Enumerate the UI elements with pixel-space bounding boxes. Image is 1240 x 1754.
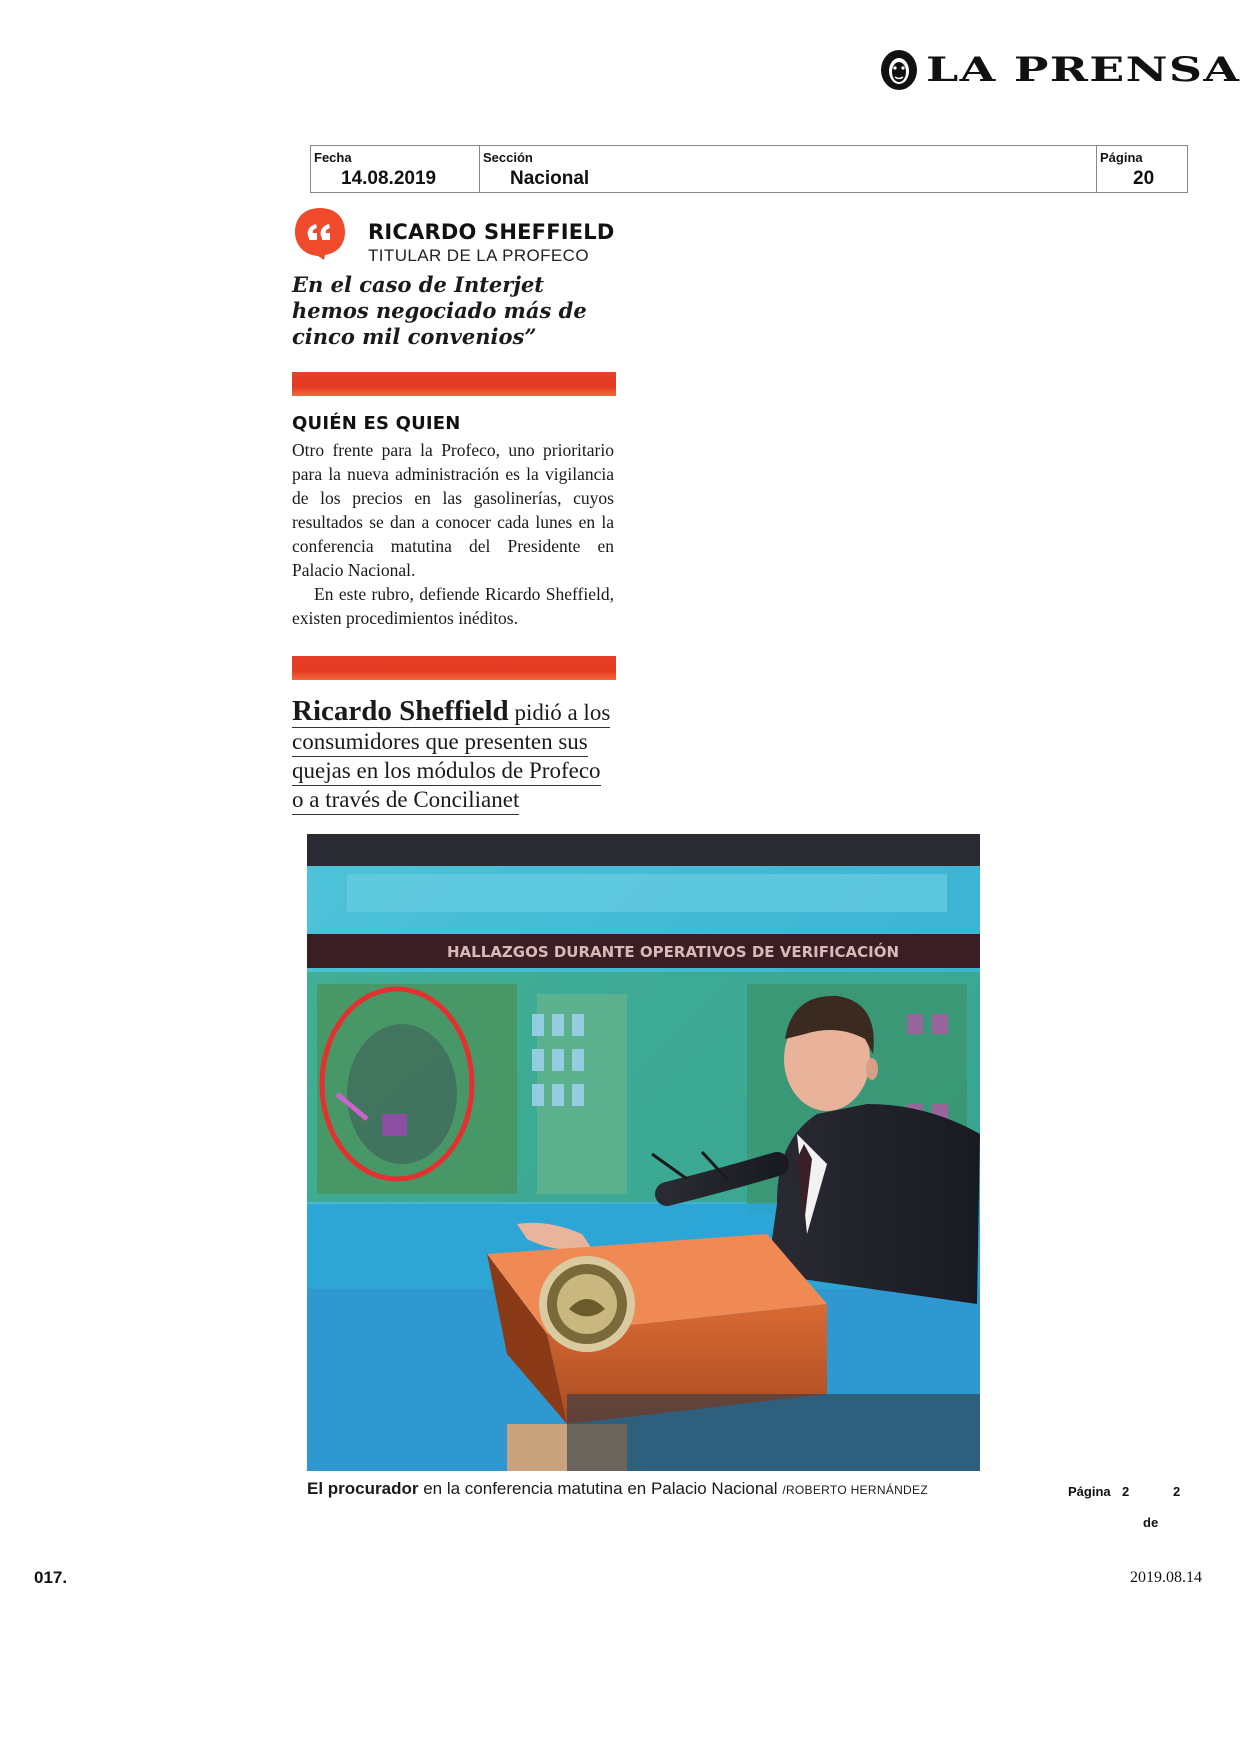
photo-caption xyxy=(307,1479,928,1499)
pull-quote-line-1 xyxy=(292,697,610,728)
masthead xyxy=(880,46,1240,94)
body-paragraph-1: Otro frente para la Profeco, uno prioritario para la nueva administración es la vigilancia de los precios en las gasolinerías, cuyos resultados se dan a conocer cada lunes en la conferencia matutina del Presidente en Palacio Nacional. xyxy=(292,440,614,580)
seccion-cell xyxy=(480,146,1097,192)
pull-quote-line-1-rest: pidió a los xyxy=(508,700,611,725)
body-paragraph-2: En este rubro, defiende Ricardo Sheffield, existen procedimientos inéditos. xyxy=(292,584,614,628)
caption-text: en la conferencia matutina en Palacio Nacional xyxy=(418,1479,783,1498)
caption-credit: /ROBERTO HERNÁNDEZ xyxy=(782,1483,928,1497)
quote-text: En el caso de Interjet hemos negociado más de cinco mil convenios” xyxy=(292,272,587,349)
footer-page-label: Página xyxy=(1068,1484,1111,1499)
section-heading: QUIÉN ES QUIEN xyxy=(292,413,461,434)
brand-name: LA PRENSA xyxy=(926,50,1240,90)
pull-quote-line-4: o a través de Concilianet xyxy=(292,786,519,815)
pagina-cell xyxy=(1097,146,1187,192)
quote-author-name: RICARDO SHEFFIELD xyxy=(368,220,615,244)
red-divider-top xyxy=(292,372,616,396)
pull-quote-line-2: consumidores que presenten sus xyxy=(292,728,588,757)
quote-bubble-icon xyxy=(292,205,348,261)
pagina-label: Página xyxy=(1100,150,1143,165)
fecha-label: Fecha xyxy=(314,150,352,165)
fecha-cell xyxy=(311,146,480,192)
footer-date: 2019.08.14 xyxy=(1130,1569,1202,1586)
pull-quote-name: Ricardo Sheffield xyxy=(292,695,509,727)
seccion-value: Nacional xyxy=(510,168,590,189)
screen-header-text: HALLAZGOS DURANTE OPERATIVOS DE VERIFICACIÓN xyxy=(447,943,900,961)
footer-page-total: 2 xyxy=(1173,1484,1181,1499)
pull-quote-line-3: quejas en los módulos de Profeco xyxy=(292,757,601,786)
footer-page-current: 2 xyxy=(1122,1484,1130,1499)
clipping-info-box xyxy=(310,145,1188,193)
footer-page-of: de xyxy=(1143,1515,1159,1530)
section-body xyxy=(292,438,614,630)
pagina-value: 20 xyxy=(1133,168,1155,189)
caption-bold: El procurador xyxy=(307,1479,419,1498)
pull-quote xyxy=(292,697,622,815)
fecha-value: 14.08.2019 xyxy=(341,168,437,189)
article-photo xyxy=(307,834,980,1471)
red-divider-bottom xyxy=(292,656,616,680)
press-conference-photo xyxy=(307,834,980,1471)
seccion-label: Sección xyxy=(483,150,533,165)
footer-code: 017. xyxy=(34,1568,68,1587)
quote-author-title: TITULAR DE LA PROFECO xyxy=(368,246,589,265)
lion-logo-icon xyxy=(880,49,918,91)
